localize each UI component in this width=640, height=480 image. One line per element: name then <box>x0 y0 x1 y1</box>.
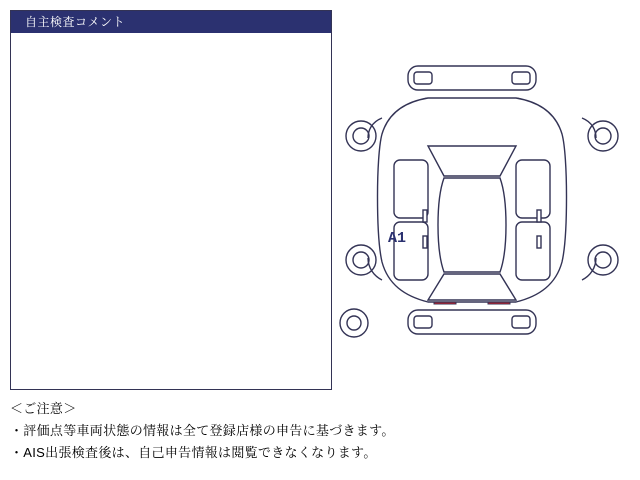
self-inspection-comment-panel <box>10 10 332 390</box>
door-handle-front-left <box>423 210 427 222</box>
rear-bumper-shape <box>408 310 536 334</box>
comment-panel-body <box>11 33 331 389</box>
door-handle-rear-right <box>537 236 541 248</box>
windshield-shape <box>428 146 516 176</box>
door-handle-rear-left <box>423 236 427 248</box>
notice-block <box>10 398 630 464</box>
notice-line-1: ・評価点等車両状態の情報は全て登録店様の申告に基づきます。 <box>10 423 395 438</box>
front-right-door <box>516 160 550 218</box>
notice-line-2: ・AIS出張検査後は、自己申告情報は閲覧できなくなります。 <box>10 445 377 460</box>
vehicle-damage-diagram <box>332 10 632 390</box>
wheel-spare <box>340 309 368 337</box>
rear-right-door <box>516 222 550 280</box>
notice-heading: ＜ご注意＞ <box>10 401 77 416</box>
roof-shape <box>438 178 506 272</box>
damage-code-label: A1 <box>388 230 407 247</box>
front-bumper-shape <box>408 66 536 90</box>
rear-glass-shape <box>428 274 516 300</box>
door-handle-front-right <box>537 210 541 222</box>
comment-panel-title: 自主検査コメント <box>11 11 331 33</box>
